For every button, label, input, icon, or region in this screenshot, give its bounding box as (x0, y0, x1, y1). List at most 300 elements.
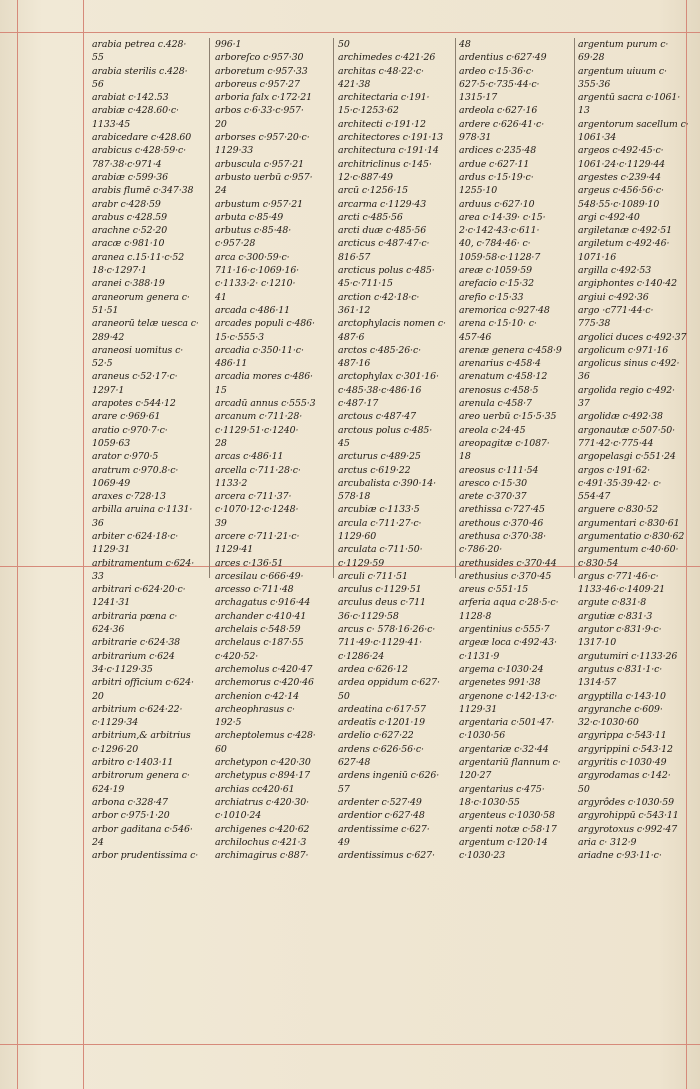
index-entry: 39 (215, 517, 227, 529)
index-entry: arbor gaditana c·546· (92, 823, 193, 835)
index-entry: arcada c·486·11 (215, 304, 291, 316)
index-entry: c·1030·23 (459, 850, 506, 862)
index-entry: 1315·17 (459, 92, 498, 104)
index-entry: arborses c·957·20·c· (215, 132, 310, 144)
index-entry: arferia aqua c·28·5·c· (459, 597, 559, 609)
index-entry: arabis flumē c·347·38 (92, 185, 194, 197)
index-entry: argentariū flannum c· (459, 757, 561, 769)
index-entry: arabia sterilis c.428· (92, 65, 188, 77)
index-entry: c·1129·34 (92, 717, 139, 729)
index-entry: arbor c·975·1·20 (92, 810, 170, 822)
index-entry: argyrodamas c·142· (578, 770, 671, 782)
index-entry: arcticus c·487·47·c· (338, 238, 430, 250)
index-entry: 1297·1 (92, 384, 125, 396)
index-entry: arctous polus c·485· (338, 424, 433, 436)
index-column-4 (459, 38, 574, 862)
index-entry: argus c·771·46·c· (578, 570, 659, 582)
index-entry: arabiat c·142.53 (92, 92, 169, 104)
index-entry: areæ c·1059·59 (459, 265, 533, 277)
index-entry: ardeo c·15·36·c· (459, 65, 534, 77)
index-entry: arcas c·486·11 (215, 451, 284, 463)
index-entry: archiatrus c·420·30· (215, 796, 310, 808)
index-entry: c·420·52· (215, 650, 259, 662)
index-entry: 624·36 (92, 624, 125, 636)
index-entry: argiletum c·492·46· (578, 238, 670, 250)
index-entry: archigenes c·420·62 (215, 823, 310, 835)
index-column-5 (578, 38, 693, 862)
index-entry: c·1010·24 (215, 810, 262, 822)
index-entry: arenatum c·458·12 (459, 371, 548, 383)
index-entry: argenteus c·1030·58 (459, 810, 555, 822)
index-entry: 787·38·c·971·4 (92, 158, 162, 170)
index-entry: arctos c·485·26·c· (338, 344, 421, 356)
index-entry: 1133·45 (92, 118, 131, 130)
index-entry: ardentius c·627·49 (459, 52, 547, 64)
index-entry: arbitrarium c·624 (92, 650, 175, 662)
index-entry: 49 (338, 836, 350, 848)
index-entry: 24 (92, 836, 104, 848)
index-entry: arbusto uerbū c·957· (215, 171, 313, 183)
index-entry: 12·c·887·49 (338, 171, 393, 183)
index-entry: arctous c·487·47 (338, 411, 416, 423)
index-entry: argilla c·492·53 (578, 265, 652, 277)
index-entry: 355·36 (578, 78, 611, 90)
index-entry: archimagirus c·887· (215, 850, 309, 862)
index-entry: 1059·63 (92, 437, 131, 449)
column-divider (333, 38, 334, 578)
index-entry: argyrôdes c·1030·59 (578, 796, 674, 808)
index-entry: architectores c·191·13 (338, 132, 443, 144)
index-entry: arethissa c·727·45 (459, 504, 545, 516)
index-entry: aratio c·970·7·c· (92, 424, 168, 436)
index-entry: arbustum c·957·21 (215, 198, 303, 210)
index-entry: ardeatina c·617·57 (338, 703, 426, 715)
index-entry: argyrotoxus c·992·47 (578, 823, 678, 835)
index-entry: arcadia c·350·11·c· (215, 344, 304, 356)
index-entry: argo ·c771·44·c· (578, 304, 654, 316)
index-entry: 33 (92, 570, 104, 582)
index-entry: argyranche c·609· (578, 703, 663, 715)
index-entry: architectura c·191·14 (338, 145, 439, 157)
index-entry: ardentissime c·627· (338, 823, 430, 835)
index-entry: argopelasgi c·551·24 (578, 451, 676, 463)
index-entry: 1133·2 (215, 477, 248, 489)
index-entry: argentū sacra c·1061· (578, 92, 681, 104)
index-entry: c·485·38·c·486·16 (338, 384, 422, 396)
index-entry: 1061·24·c·1129·44 (578, 158, 666, 170)
index-entry: architriclinus c·145· (338, 158, 432, 170)
index-entry: arbitrium,& arbitrius (92, 730, 191, 742)
index-entry: arduus c·627·10 (459, 198, 535, 210)
index-entry: arcti duæ c·485·56 (338, 225, 427, 237)
index-entry: arcubalista c·390·14· (338, 477, 437, 489)
index-entry: arculus deus c·711 (338, 597, 426, 609)
index-entry: c·1129·51·c·1240· (215, 424, 299, 436)
margin-rule (0, 1044, 700, 1045)
index-entry: argi c·492·40 (578, 211, 640, 223)
index-entry: architectaria c·191· (338, 92, 430, 104)
index-entry: archelaus c·187·55 (215, 637, 304, 649)
index-entry: argestes c·239·44 (578, 171, 661, 183)
index-entry: ardens c·626·56·c· (338, 743, 424, 755)
index-entry: 48 (459, 39, 471, 50)
index-entry: 52·5 (92, 358, 113, 370)
index-entry: arbitrorum genera c· (92, 770, 190, 782)
index-entry: 1129·41 (215, 544, 254, 556)
index-entry: argeus c·456·56·c· (578, 185, 664, 197)
index-entry: 578·18 (338, 491, 371, 503)
index-entry: 771·42·c·775·44 (578, 437, 654, 449)
index-entry: 487·6 (338, 331, 365, 343)
index-entry: argonautæ c·507·50· (578, 424, 676, 436)
index-entry: 57 (338, 783, 350, 795)
index-entry: 548·55·c·1089·10 (578, 198, 660, 210)
index-entry: arbutus c·85·48· (215, 225, 292, 237)
index-entry: 50 (578, 783, 590, 795)
index-entry: ardentissimus c·627· (338, 850, 435, 862)
index-entry: arabicus c·428·59·c· (92, 145, 186, 157)
index-entry: arcesilau c·666·49· (215, 570, 304, 582)
index-entry: c·487·17 (338, 398, 379, 410)
index-entry: 487·16 (338, 358, 371, 370)
index-entry: argolida regio c·492· (578, 384, 675, 396)
index-entry: ardea oppidum c·627· (338, 677, 440, 689)
index-entry: 1129·31 (459, 703, 498, 715)
index-entry: argyritis c·1030·49 (578, 757, 667, 769)
index-entry: argumentatio c·830·62 (578, 530, 685, 542)
index-entry: argenetes 991·38 (459, 677, 541, 689)
index-entry: c·1286·24 (338, 650, 385, 662)
index-entry: 1071·16 (578, 251, 617, 263)
index-entry: arabicedare c·428.60 (92, 132, 192, 144)
index-entry: 1317·10 (578, 637, 617, 649)
index-entry: arbor prudentissima c· (92, 850, 199, 862)
index-entry: area c·14·39· c·15· (459, 211, 546, 223)
index-entry: c·830·54 (578, 557, 619, 569)
index-entry: 978·31 (459, 132, 492, 144)
index-entry: 20 (92, 690, 104, 702)
index-entry: areosus c·111·54 (459, 464, 539, 476)
index-entry: 28 (215, 437, 227, 449)
index-entry: 37 (578, 398, 590, 410)
index-entry: c·1296·20 (92, 743, 139, 755)
index-entry: ardere c·626·41·c· (459, 118, 545, 130)
index-entry: 40, c·784·46· c· (459, 238, 531, 250)
index-entry: 1129·60 (338, 530, 377, 542)
index-entry: c·1070·12·c·1248· (215, 504, 299, 516)
index-entry: arces c·136·51 (215, 557, 284, 569)
index-entry: c·957·28 (215, 238, 256, 250)
index-entry: arefio c·15·33 (459, 291, 524, 303)
index-entry: arefacio c·15·32 (459, 278, 535, 290)
index-entry: arcticus polus c·485· (338, 265, 435, 277)
index-entry: arctophylacis nomen c· (338, 318, 446, 330)
index-entry: arachne c·52·20 (92, 225, 168, 237)
index-entry: argiui c·492·36 (578, 291, 649, 303)
index-entry: argyrippa c·543·11 (578, 730, 667, 742)
index-entry: 36 (92, 517, 104, 529)
index-entry: 627·48 (338, 757, 371, 769)
index-entry: argute c·831·8 (578, 597, 647, 609)
index-column-2 (215, 38, 330, 862)
index-entry: arbuta c·85·49 (215, 211, 284, 223)
index-entry: argyptilla c·143·10 (578, 690, 666, 702)
index-entry: arcus c· 578·16·26·c· (338, 624, 436, 636)
index-entry: aremorica c·927·48 (459, 304, 550, 316)
index-entry: argos c·191·62· (578, 464, 651, 476)
index-entry: argentinius c·555·7 (459, 624, 550, 636)
index-entry: argentorum sacellum c· (578, 118, 689, 130)
index-entry: argumentari c·830·61 (578, 517, 680, 529)
index-entry: arapotes c·544·12 (92, 398, 176, 410)
index-entry: archemorus c·420·46 (215, 677, 314, 689)
index-entry: arcadū annus c·555·3 (215, 398, 316, 410)
margin-rule (83, 0, 84, 1089)
index-entry: 15·c·1253·62 (338, 105, 399, 117)
index-entry: arbos c·6·33·c·957· (215, 105, 304, 117)
index-entry: arcella c·711·28·c· (215, 464, 301, 476)
index-entry: arbitraria pœna c· (92, 610, 178, 622)
index-entry: arabiæ c·599·36 (92, 171, 168, 183)
index-entry: araneorū telæ uesca c· (92, 318, 199, 330)
index-entry: ardus c·15·19·c· (459, 171, 534, 183)
index-entry: argentum c·120·14 (459, 836, 548, 848)
index-entry: areo uerbū c·15·5·35 (459, 411, 557, 423)
index-entry: ardens ingeniū c·626· (338, 770, 440, 782)
index-entry: 624·19 (92, 783, 125, 795)
index-entry: architas c·48·22·c· (338, 65, 424, 77)
index-entry: argutiæ c·831·3 (578, 610, 653, 622)
index-entry: arabus c·428.59 (92, 211, 168, 223)
index-entry: arenula c·458·7 (459, 398, 532, 410)
index-entry: arbitrarie c·624·38 (92, 637, 181, 649)
index-entry: aracæ c·981·10 (92, 238, 165, 250)
index-entry: c·1133·2· c·1210· (215, 278, 296, 290)
index-entry: 69·28 (578, 52, 605, 64)
index-column-3 (338, 38, 453, 862)
index-entry: architecti c·191·12 (338, 118, 426, 130)
index-entry: arcū c·1256·15 (338, 185, 408, 197)
index-entry: archenion c·42·14 (215, 690, 299, 702)
index-entry: 627·5·c·735·44·c· (459, 78, 540, 90)
index-entry: 34·c·1129·35 (92, 663, 153, 675)
index-entry: 192·5 (215, 717, 242, 729)
index-entry: 45·c·711·15 (338, 278, 393, 290)
index-entry: arabiæ c·428.60·c· (92, 105, 179, 117)
index-entry: 711·16·c·1069·16· (215, 265, 300, 277)
index-entry: arculus c·1129·51 (338, 584, 422, 596)
index-entry: argiphontes c·140·42 (578, 278, 677, 290)
index-entry: arena c·15·10· c· (459, 318, 537, 330)
index-entry: ardelio c·627·22 (338, 730, 414, 742)
index-entry: ardenter c·527·49 (338, 796, 422, 808)
index-entry: argema c·1030·24 (459, 663, 544, 675)
column-divider (455, 38, 456, 578)
index-entry: 1069·49 (92, 477, 131, 489)
index-entry: archilochus c·421·3 (215, 836, 307, 848)
index-entry: 55 (92, 52, 104, 64)
index-entry: areola c·24·45 (459, 424, 526, 436)
index-entry: argentaria c·501·47· (459, 717, 555, 729)
index-entry: archeptolemus c·428· (215, 730, 316, 742)
margin-rule (0, 32, 700, 33)
index-entry: argeos c·492·45·c· (578, 145, 664, 157)
index-entry: arenarius c·458·4 (459, 358, 541, 370)
index-entry: aranei c·388·19 (92, 278, 165, 290)
index-entry: argentum uiuum c· (578, 65, 667, 77)
index-entry: arcti c·485·56 (338, 211, 403, 223)
index-entry: 18·c·1030·55 (459, 796, 520, 808)
index-entry: argutumiri c·1133·26 (578, 650, 678, 662)
index-entry: argenone c·142·13·c· (459, 690, 558, 702)
index-entry: argyrohippū c·543·11 (578, 810, 679, 822)
index-entry: arcera c·711·37· (215, 491, 292, 503)
index-entry: araneus c·52·17·c· (92, 371, 178, 383)
index-entry: 18 (459, 451, 471, 463)
index-entry: arete c·370·37 (459, 491, 527, 503)
index-entry: 816·57 (338, 251, 371, 263)
index-entry: arcesso c·711·48 (215, 584, 294, 596)
index-entry: ardeola c·627·16 (459, 105, 538, 117)
index-entry: archander c·410·41 (215, 610, 307, 622)
index-entry: 1129·33 (215, 145, 254, 157)
index-entry: arbitro c·1403·11 (92, 757, 174, 769)
index-entry: arbilla aruina c·1131· (92, 504, 193, 516)
index-entry: arare c·969·61 (92, 411, 161, 423)
index-entry: argentum purum c· (578, 39, 669, 50)
index-entry: 289·42 (92, 331, 125, 343)
index-entry: argolicum c·971·16 (578, 344, 669, 356)
index-entry: argenti notæ c·58·17 (459, 823, 557, 835)
index-entry: c·491·35·39·42· c· (578, 477, 662, 489)
index-entry: arguere c·830·52 (578, 504, 659, 516)
index-entry: ariadne c·93·11·c· (578, 850, 662, 862)
index-entry: areus c·551·15 (459, 584, 529, 596)
index-entry: 50 (338, 39, 350, 50)
index-entry: arculi c·711·51 (338, 570, 408, 582)
index-entry: 1129·31 (92, 544, 131, 556)
index-entry: ardices c·235·48 (459, 145, 537, 157)
index-entry: arabr c·428·59 (92, 198, 161, 210)
index-entry: arbuscula c·957·21 (215, 158, 305, 170)
index-entry: argolidæ c·492·38 (578, 411, 663, 423)
index-entry: 361·12 (338, 304, 371, 316)
index-entry: arction c·42·18·c· (338, 291, 420, 303)
index-entry: arbitri officium c·624· (92, 677, 194, 689)
index-entry: argyrippini c·543·12 (578, 743, 673, 755)
index-entry: 1128·8 (459, 610, 492, 622)
index-entry: 15·c·555·3 (215, 331, 264, 343)
index-entry: arctus c·619·22 (338, 464, 411, 476)
index-entry: ardea c·626·12 (338, 663, 408, 675)
index-entry: 1059·58·c·1128·7 (459, 251, 541, 263)
index-entry: 50 (338, 690, 350, 702)
index-entry: arbiter c·624·18·c· (92, 530, 179, 542)
index-entry: arcubiæ c·1133·5 (338, 504, 420, 516)
index-entry: arcadia mores c·486· (215, 371, 313, 383)
index-entry: aranea c.15·11·c·52 (92, 251, 185, 263)
index-entry: 2·c·142·43·c·611· (459, 225, 540, 237)
index-entry: arbitrari c·624·20·c· (92, 584, 186, 596)
index-entry: araxes c·728·13 (92, 491, 166, 503)
index-entry: arcere c·711·21·c· (215, 530, 300, 542)
index-entry: argolicus sinus c·492· (578, 358, 680, 370)
index-entry: arenæ genera c·458·9 (459, 344, 562, 356)
index-entry: arcturus c·489·25 (338, 451, 421, 463)
index-entry: 24 (215, 185, 227, 197)
index-entry: 486·11 (215, 358, 248, 370)
index-entry: archias cc420·61 (215, 783, 295, 795)
column-divider (574, 38, 575, 578)
index-entry: arca c·300·59·c· (215, 251, 290, 263)
index-entry: ardue c·627·11 (459, 158, 530, 170)
column-divider (209, 38, 210, 578)
index-entry: arculata c·711·50· (338, 544, 423, 556)
index-entry: argentariæ c·32·44 (459, 743, 549, 755)
index-entry: argiletanæ c·492·51 (578, 225, 672, 237)
index-entry: arboretum c·957·33 (215, 65, 308, 77)
index-entry: 15 (215, 384, 227, 396)
index-entry: 36 (578, 371, 590, 383)
index-entry: 1314·57 (578, 677, 617, 689)
index-entry: 996·1 (215, 39, 242, 50)
index-entry: archimedes c·421·26 (338, 52, 436, 64)
index-entry: 1241·31 (92, 597, 131, 609)
index-entry: ardentior c·627·48 (338, 810, 425, 822)
index-entry: arboreſco c·957·30 (215, 52, 304, 64)
index-entry: archetypon c·420·30 (215, 757, 311, 769)
index-entry: araneosi uomitus c· (92, 344, 184, 356)
index-entry: archeophrasus c· (215, 703, 295, 715)
index-entry: arethusius c·370·45 (459, 570, 552, 582)
index-entry: 13 (578, 105, 590, 117)
index-entry: argumentum c·40·60· (578, 544, 679, 556)
index-entry: c·1129·59 (338, 557, 385, 569)
index-entry: argutus c·831·1·c· (578, 663, 663, 675)
index-entry: 711·49·c·1129·41· (338, 637, 423, 649)
index-entry: arboreus c·957·27 (215, 78, 300, 90)
index-entry: arcades populi c·486· (215, 318, 315, 330)
index-entry: 18·c·1297·1 (92, 265, 147, 277)
index-entry: archemolus c·420·47 (215, 663, 313, 675)
index-entry: 1133·46·c·1409·21 (578, 584, 666, 596)
index-entry: 20 (215, 118, 227, 130)
index-entry: archelais c·548·59 (215, 624, 301, 636)
index-entry: 36·c·1129·58 (338, 610, 399, 622)
index-entry: 45 (338, 437, 350, 449)
index-entry: arethusa c·370·38· (459, 530, 547, 542)
index-entry: c·1030·56 (459, 730, 506, 742)
index-entry: argeæ loca c·492·43· (459, 637, 557, 649)
margin-rule (17, 0, 18, 1089)
index-entry: archetypus c·894·17 (215, 770, 310, 782)
index-entry: arabia petrea c.428· (92, 39, 187, 50)
index-entry: ardeatīs c·1201·19 (338, 717, 425, 729)
index-column-1 (92, 38, 207, 862)
index-entry: arcula c·711·27·c· (338, 517, 422, 529)
index-entry: arenosus c·458·5 (459, 384, 539, 396)
index-entry: 457·46 (459, 331, 492, 343)
index-entry: 32·c·1030·60 (578, 717, 639, 729)
index-entry: 775·38 (578, 318, 611, 330)
index-entry: araneorum genera c· (92, 291, 190, 303)
index-entry: arcanum c·711·28· (215, 411, 303, 423)
index-entry: aresco c·15·30 (459, 477, 527, 489)
index-entry: aratrum c·970.8·c· (92, 464, 179, 476)
index-entry: 554·47 (578, 491, 611, 503)
index-entry: 56 (92, 78, 104, 90)
index-entry: 41 (215, 291, 227, 303)
